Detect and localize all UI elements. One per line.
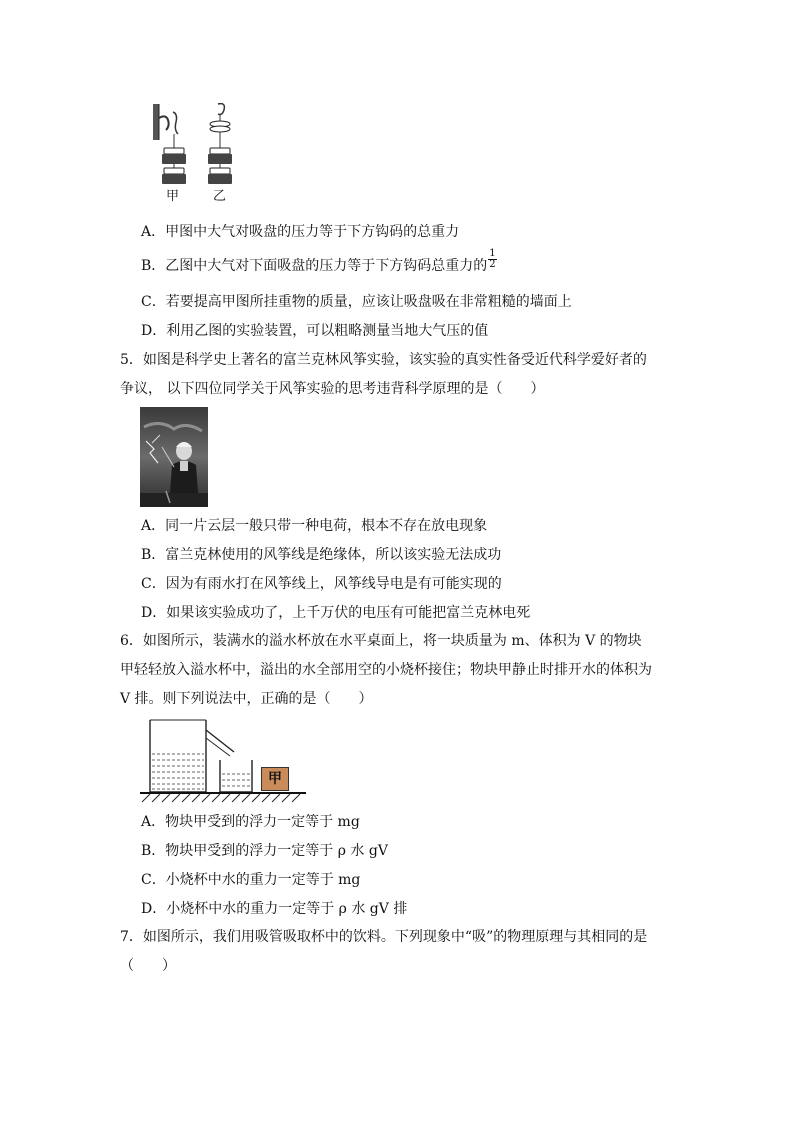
fraction-one-half — [488, 249, 496, 270]
block-jia-label: 甲 — [268, 771, 282, 787]
q7-stem-line1: 7．如图所示，我们用吸管吸取杯中的饮料。下列现象中“吸”的物理原理与其相同的是 — [120, 929, 648, 945]
q6-option-a: A．物块甲受到的浮力一定等于 mg — [141, 814, 360, 830]
fraction-numerator: 1 — [489, 247, 496, 259]
q5-option-b: B．富兰克林使用的风筝线是绝缘体，所以该实验无法成功 — [141, 547, 502, 563]
q4-option-b-text: B．乙图中大气对下面吸盘的压力等于下方钩码总重力的 — [141, 258, 488, 274]
q4-option-c: C．若要提高甲图所挂重物的质量，应该让吸盘吸在非常粗糙的墙面上 — [141, 294, 572, 310]
q7-stem-line2: （ ） — [120, 958, 176, 974]
q6-option-c: C．小烧杯中水的重力一定等于 mg — [141, 872, 361, 888]
q4-option-d: D．利用乙图的实验装置，可以粗略测量当地大气压的值 — [141, 323, 489, 339]
franklin-kite-photo — [140, 407, 208, 507]
suction-cup-figure — [148, 100, 248, 200]
q5-stem-line2: 争议， 以下四位同学关于风筝实验的思考违背科学原理的是（ ） — [120, 381, 545, 397]
overflow-cup-figure — [138, 714, 308, 806]
q5-option-d: D．如果该实验成功了，上千万伏的电压有可能把富兰克林电死 — [141, 605, 531, 621]
figure-label-jia: 甲 — [166, 189, 180, 204]
q5-stem-line1: 5．如图是科学史上著名的富兰克林风筝实验，该实验的真实性备受近代科学爱好者的 — [120, 352, 647, 368]
q5-option-a: A．同一片云层一般只带一种电荷，根本不存在放电现象 — [141, 518, 488, 534]
q6-option-b: B．物块甲受到的浮力一定等于 ρ 水 gV — [141, 843, 388, 859]
figure-label-yi: 乙 — [213, 189, 227, 204]
block-jia — [261, 767, 289, 791]
q6-option-d: D．小烧杯中水的重力一定等于 ρ 水 gV 排 — [141, 901, 408, 917]
q6-stem-line3: V 排。则下列说法中，正确的是（ ） — [120, 691, 373, 707]
q6-stem-line2: 甲轻轻放入溢水杯中，溢出的水全部用空的小烧杯接住；物块甲静止时排开水的体积为 — [120, 662, 652, 678]
q6-stem-line1: 6．如图所示，装满水的溢水杯放在水平桌面上，将一块质量为 m、体积为 V 的物块 — [120, 633, 642, 649]
q5-option-c: C．因为有雨水打在风筝线上，风筝线导电是有可能实现的 — [141, 576, 502, 592]
fraction-denominator: 2 — [489, 258, 496, 270]
q4-option-b — [141, 247, 497, 276]
q4-option-a: A．甲图中大气对吸盘的压力等于下方钩码的总重力 — [141, 224, 460, 240]
